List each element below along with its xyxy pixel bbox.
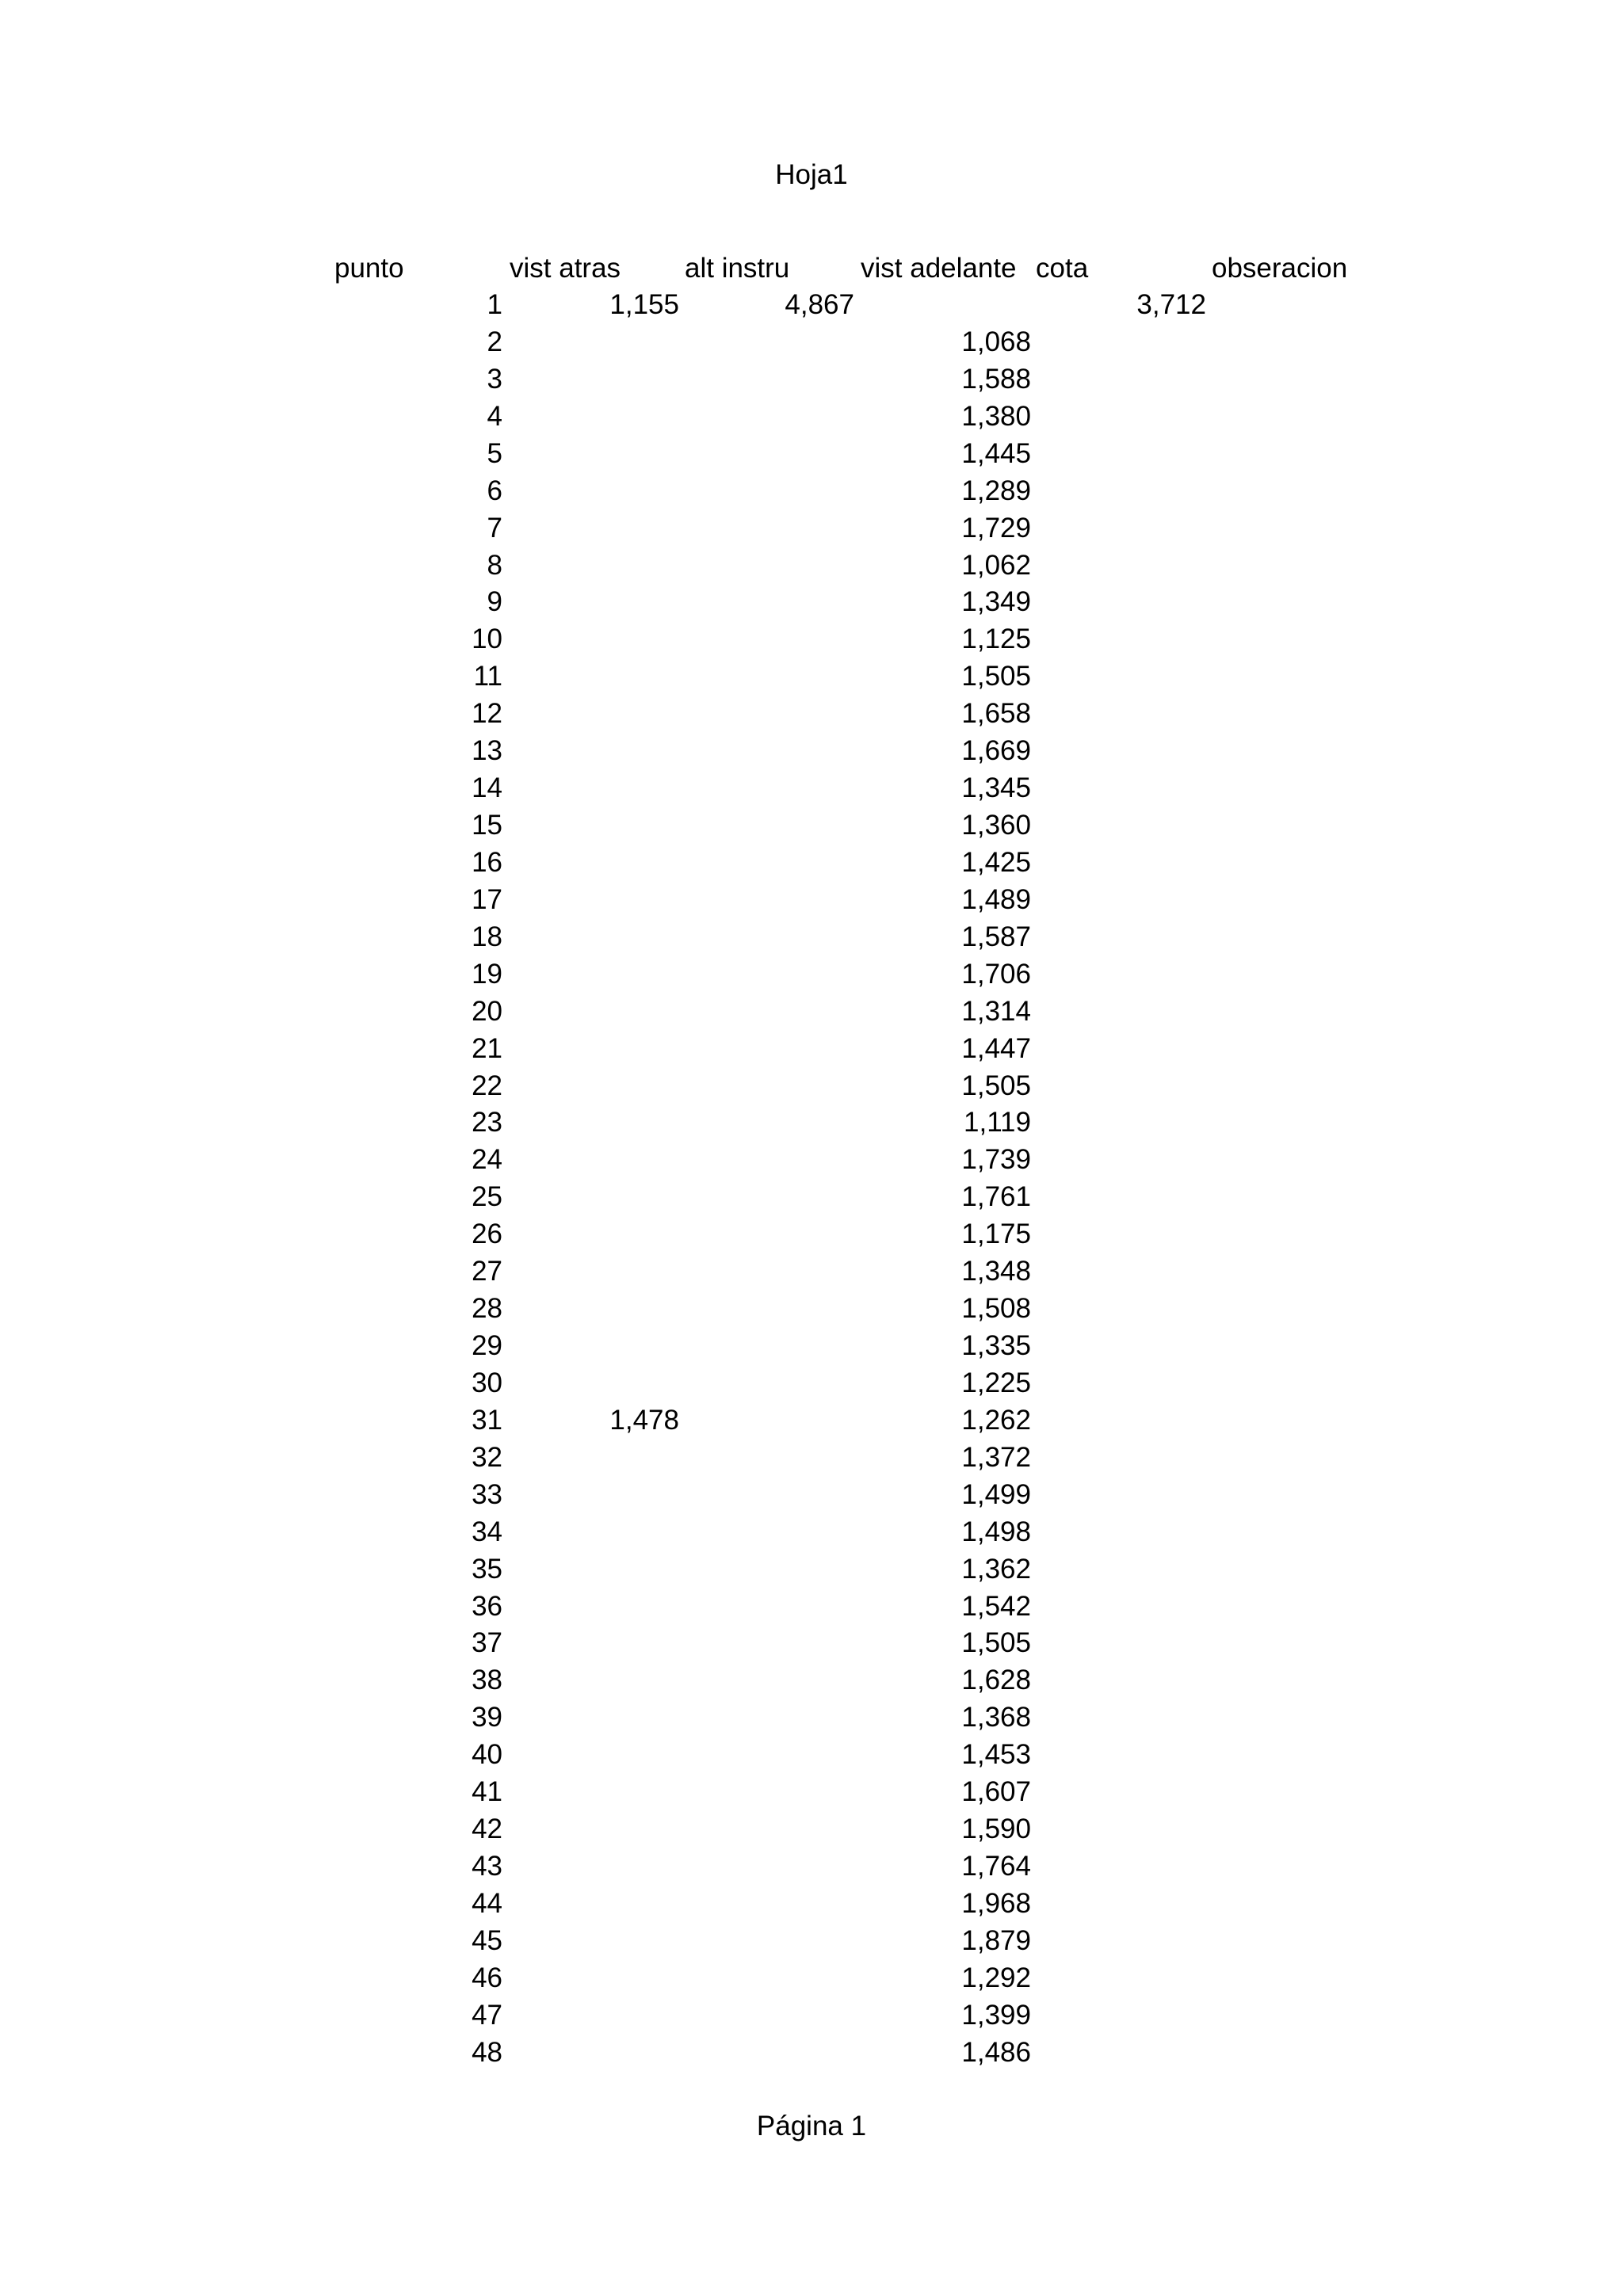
- cell-vist-adelante: 1,175: [961, 1219, 1031, 1249]
- cell-vist-atras: 1,155: [609, 289, 679, 320]
- cell-punto: 33: [472, 1479, 502, 1510]
- cell-vist-adelante: 1,486: [961, 2037, 1031, 2068]
- cell-punto: 26: [472, 1219, 502, 1249]
- cell-vist-adelante: 1,314: [961, 996, 1031, 1027]
- cell-punto: 35: [472, 1554, 502, 1585]
- cell-punto: 38: [472, 1665, 502, 1695]
- cell-punto: 6: [487, 475, 502, 506]
- cell-vist-adelante: 1,669: [961, 735, 1031, 766]
- cell-punto: 23: [472, 1107, 502, 1138]
- cell-vist-adelante: 1,125: [961, 624, 1031, 654]
- cell-punto: 25: [472, 1181, 502, 1212]
- cell-punto: 10: [472, 624, 502, 654]
- cell-punto: 41: [472, 1776, 502, 1807]
- cell-vist-adelante: 1,764: [961, 1851, 1031, 1882]
- cell-vist-adelante: 1,289: [961, 475, 1031, 506]
- cell-vist-adelante: 1,607: [961, 1776, 1031, 1807]
- cell-vist-adelante: 1,968: [961, 1888, 1031, 1919]
- cell-vist-adelante: 1,453: [961, 1739, 1031, 1770]
- cell-punto: 36: [472, 1591, 502, 1622]
- cell-vist-adelante: 1,588: [961, 364, 1031, 395]
- cell-punto: 29: [472, 1330, 502, 1361]
- cell-vist-adelante: 1,447: [961, 1033, 1031, 1064]
- cell-vist-adelante: 1,628: [961, 1665, 1031, 1695]
- cell-punto: 46: [472, 1962, 502, 1993]
- cell-vist-adelante: 1,360: [961, 810, 1031, 841]
- cell-vist-adelante: 1,590: [961, 1814, 1031, 1844]
- cell-punto: 47: [472, 2000, 502, 2031]
- cell-punto: 27: [472, 1256, 502, 1287]
- cell-vist-adelante: 1,399: [961, 2000, 1031, 2031]
- cell-vist-adelante: 1,505: [961, 661, 1031, 692]
- cell-vist-adelante: 1,335: [961, 1330, 1031, 1361]
- cell-punto: 15: [472, 810, 502, 841]
- cell-punto: 14: [472, 772, 502, 803]
- cell-punto: 24: [472, 1144, 502, 1175]
- page-title: Hoja1: [775, 159, 848, 190]
- cell-punto: 5: [487, 438, 502, 469]
- cell-cota: 3,712: [1136, 289, 1206, 320]
- cell-punto: 13: [472, 735, 502, 766]
- cell-vist-adelante: 1,505: [961, 1070, 1031, 1101]
- cell-vist-adelante: 1,380: [961, 401, 1031, 432]
- cell-punto: 8: [487, 550, 502, 581]
- cell-punto: 3: [487, 364, 502, 395]
- cell-punto: 20: [472, 996, 502, 1027]
- cell-vist-adelante: 1,372: [961, 1442, 1031, 1473]
- header-observacion: obseracion: [1212, 253, 1348, 284]
- cell-vist-adelante: 1,362: [961, 1554, 1031, 1585]
- cell-vist-adelante: 1,348: [961, 1256, 1031, 1287]
- cell-vist-adelante: 1,349: [961, 586, 1031, 617]
- cell-vist-adelante: 1,761: [961, 1181, 1031, 1212]
- cell-punto: 42: [472, 1814, 502, 1844]
- cell-vist-adelante: 1,225: [961, 1367, 1031, 1398]
- cell-vist-adelante: 1,658: [961, 698, 1031, 729]
- cell-vist-adelante: 1,739: [961, 1144, 1031, 1175]
- header-cota: cota: [1036, 253, 1089, 284]
- cell-punto: 32: [472, 1442, 502, 1473]
- cell-vist-adelante: 1,062: [961, 550, 1031, 581]
- cell-vist-adelante: 1,119: [964, 1107, 1031, 1138]
- header-vist-atras: vist atras: [510, 253, 621, 284]
- cell-vist-adelante: 1,706: [961, 959, 1031, 990]
- header-vist-adelante: vist adelante: [861, 253, 1017, 284]
- cell-vist-adelante: 1,345: [961, 772, 1031, 803]
- cell-punto: 31: [472, 1405, 502, 1436]
- cell-punto: 45: [472, 1925, 502, 1956]
- cell-vist-adelante: 1,508: [961, 1293, 1031, 1324]
- cell-punto: 44: [472, 1888, 502, 1919]
- cell-punto: 18: [472, 921, 502, 952]
- cell-vist-adelante: 1,499: [961, 1479, 1031, 1510]
- cell-punto: 7: [487, 513, 502, 543]
- cell-vist-adelante: 1,368: [961, 1702, 1031, 1733]
- cell-vist-adelante: 1,292: [961, 1962, 1031, 1993]
- cell-vist-adelante: 1,879: [961, 1925, 1031, 1956]
- header-punto: punto: [334, 253, 404, 284]
- cell-vist-adelante: 1,505: [961, 1627, 1031, 1658]
- cell-punto: 17: [472, 884, 502, 915]
- cell-vist-adelante: 1,489: [961, 884, 1031, 915]
- cell-punto: 43: [472, 1851, 502, 1882]
- cell-punto: 19: [472, 959, 502, 990]
- cell-vist-atras: 1,478: [609, 1405, 679, 1436]
- cell-punto: 12: [472, 698, 502, 729]
- cell-punto: 11: [473, 661, 502, 692]
- cell-vist-adelante: 1,498: [961, 1516, 1031, 1547]
- cell-punto: 48: [472, 2037, 502, 2068]
- cell-punto: 9: [487, 586, 502, 617]
- cell-punto: 30: [472, 1367, 502, 1398]
- cell-vist-adelante: 1,262: [961, 1405, 1031, 1436]
- cell-punto: 4: [487, 401, 502, 432]
- cell-alt-instru: 4,867: [785, 289, 854, 320]
- cell-punto: 16: [472, 847, 502, 878]
- cell-punto: 2: [487, 326, 502, 357]
- cell-vist-adelante: 1,068: [961, 326, 1031, 357]
- cell-punto: 37: [472, 1627, 502, 1658]
- cell-punto: 40: [472, 1739, 502, 1770]
- header-alt-instru: alt instru: [685, 253, 790, 284]
- cell-punto: 34: [472, 1516, 502, 1547]
- cell-vist-adelante: 1,729: [961, 513, 1031, 543]
- cell-vist-adelante: 1,445: [961, 438, 1031, 469]
- cell-vist-adelante: 1,425: [961, 847, 1031, 878]
- page-footer: Página 1: [756, 2111, 867, 2142]
- cell-vist-adelante: 1,542: [961, 1591, 1031, 1622]
- cell-punto: 28: [472, 1293, 502, 1324]
- cell-punto: 39: [472, 1702, 502, 1733]
- cell-vist-adelante: 1,587: [961, 921, 1031, 952]
- cell-punto: 22: [472, 1070, 502, 1101]
- cell-punto: 21: [472, 1033, 502, 1064]
- cell-punto: 1: [487, 289, 502, 320]
